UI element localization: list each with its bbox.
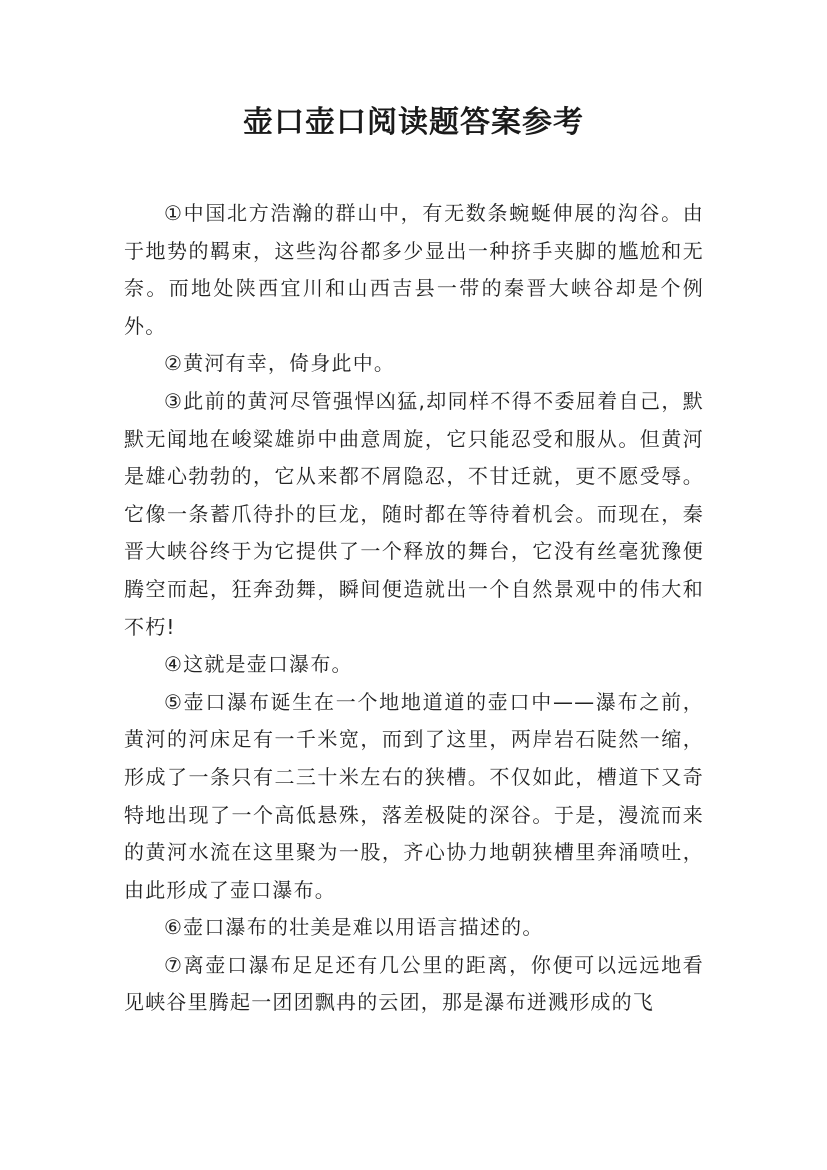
paragraph-3: ③此前的黄河尽管强悍凶猛,却同样不得不委屈着自己，默默无闻地在峻粱雄峁中曲意周旋，它只能忍受和服从。但黄河是雄心勃勃的，它从来都不屑隐忍，不甘迁就，更不愿受辱。它像一条蓄爪待扑的巨龙，随时都在等待着机会。而现在，秦晋大峡谷终于为它提供了一个释放的舞台，它没有丝毫犹豫便腾空而起，狂奔劲舞，瞬间便造就出一个自然景观中的伟大和不朽! (124, 388, 704, 639)
article-body (124, 195, 704, 1022)
paragraph-5: ⑤壶口瀑布诞生在一个地地道道的壶口中——瀑布之前，黄河的河床足有一千米宽，而到了这里，两岸岩石陡然一缩，形成了一条只有二三十米左右的狭槽。不仅如此，槽道下又奇特地出现了一个高低悬殊，落差极陡的深谷。于是，漫流而来的黄河水流在这里聚为一股，齐心协力地朝狭槽里奔涌喷吐，由此形成了壶口瀑布。 (124, 689, 704, 902)
paragraph-4: ④这就是壶口瀑布。 (164, 652, 353, 677)
paragraph-6: ⑥壶口瀑布的壮美是难以用语言描述的。 (164, 915, 544, 940)
paragraph-2: ②黄河有幸，倚身此中。 (164, 351, 396, 376)
paragraph-7: ⑦离壶口瀑布足足还有几公里的距离，你便可以远远地看见峡谷里腾起一团团飘冉的云团，那是瀑布迸溅形成的飞 (124, 952, 704, 1015)
paragraph-1: ①中国北方浩瀚的群山中，有无数条蜿蜒伸展的沟谷。由于地势的羁束，这些沟谷都多少显出一种挤手夹脚的尴尬和无奈。而地处陕西宜川和山西吉县一带的秦晋大峡谷却是个例外。 (124, 201, 704, 338)
page-title: 壶口壶口阅读题答案参考 (243, 105, 584, 140)
